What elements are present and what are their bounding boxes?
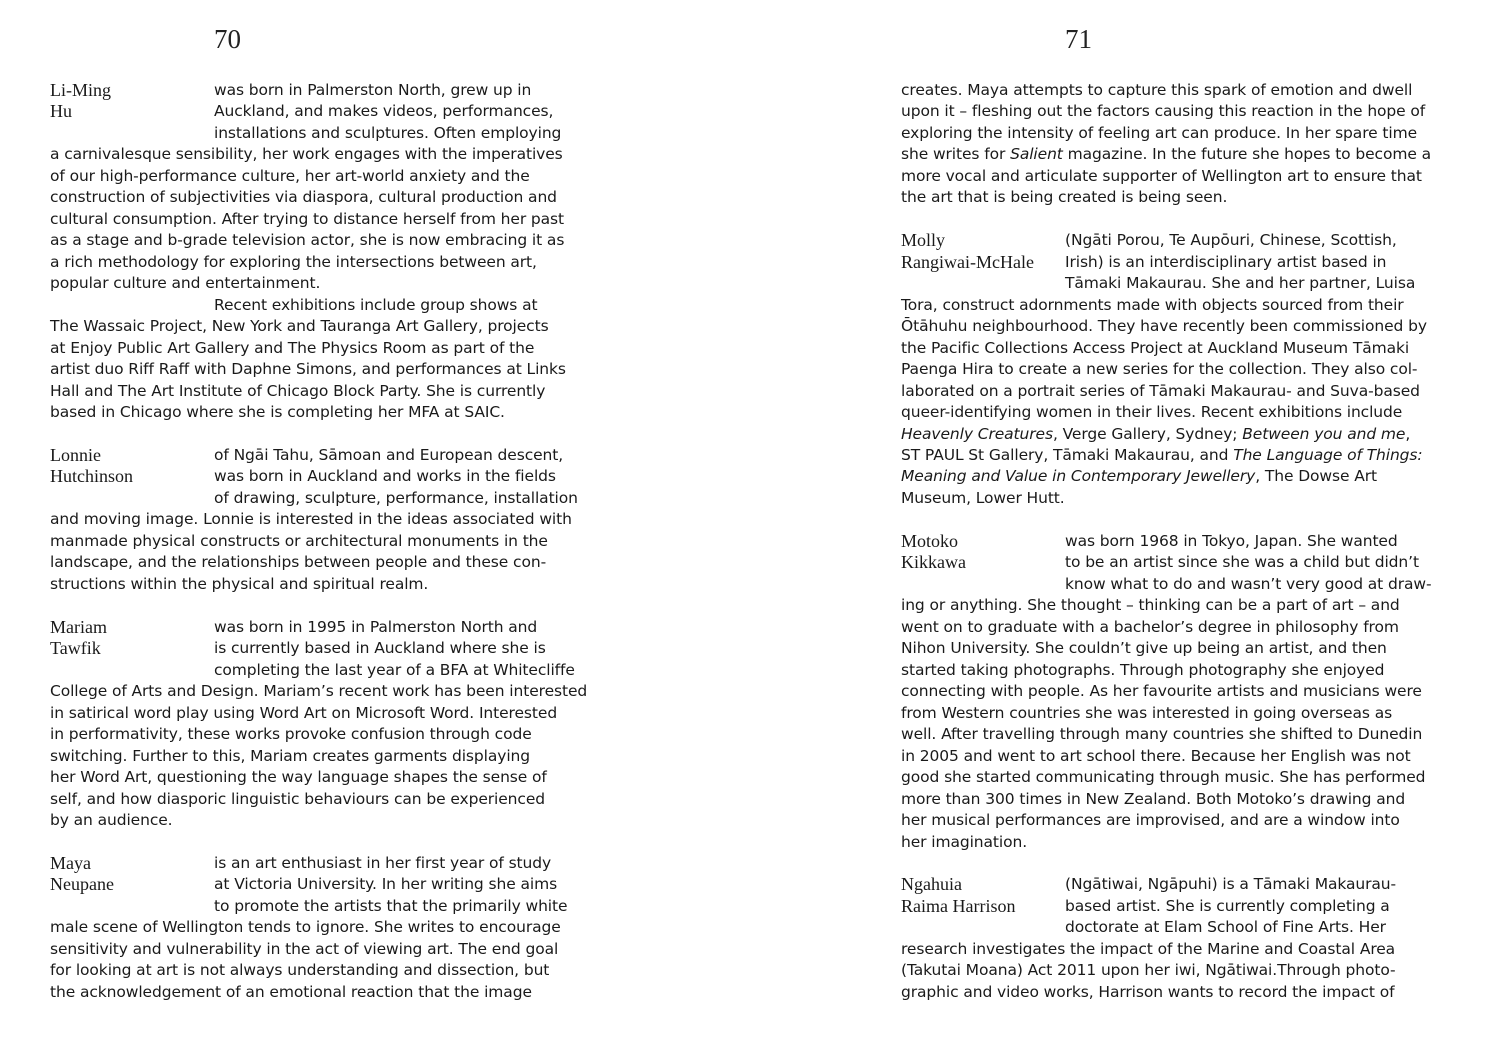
- bio-line: at Enjoy Public Art Gallery and The Physics Room as part of the: [50, 339, 535, 357]
- artist-name-line: Motoko: [901, 531, 959, 551]
- bio-line: Tora, construct adornments made with objects sourced from their: [901, 296, 1404, 314]
- bio-line: completing the last year of a BFA at Whitecliffe: [214, 661, 575, 679]
- bio-line: artist duo Riff Raff with Daphne Simons, and performances at Links: [50, 360, 566, 378]
- bio-line: construction of subjectivities via diaspora, cultural production and: [50, 188, 557, 206]
- bio-line: at Victoria University. In her writing she aims: [214, 875, 558, 893]
- bio-line: of our high-performance culture, her art-world anxiety and the: [50, 167, 530, 185]
- artist-name-line: Hu: [50, 101, 72, 121]
- bio-line: of drawing, sculpture, performance, installation: [214, 489, 578, 507]
- bio-line: popular culture and entertainment.: [50, 274, 321, 292]
- bio-line: doctorate at Elam School of Fine Arts. Her: [1065, 918, 1386, 936]
- bio-line: Hall and The Art Institute of Chicago Block Party. She is currently: [50, 382, 546, 400]
- artist-name-line: Maya: [50, 853, 91, 873]
- bio-line: based artist. She is currently completing a: [1065, 897, 1390, 915]
- bio-line: connecting with people. As her favourite artists and musicians were: [901, 682, 1422, 700]
- bio-line: (Ngāti Porou, Te Aupōuri, Chinese, Scottish,: [1065, 231, 1397, 249]
- bio-line: her imagination.: [901, 833, 1028, 851]
- bio-line: good she started communicating through music. She has performed: [901, 768, 1426, 786]
- bio-line: Nihon University. She couldn’t give up being an artist, and then: [901, 639, 1387, 657]
- bio-line: male scene of Wellington tends to ignore. She writes to encourage: [50, 918, 561, 936]
- bio-line: the Pacific Collections Access Project at Auckland Museum Tāmaki: [901, 339, 1410, 357]
- bio-line: Meaning and Value in Contemporary Jewellery, The Dowse Art: [901, 467, 1377, 485]
- bio-line: College of Arts and Design. Mariam’s recent work has been interested: [50, 682, 588, 700]
- bio-line: Recent exhibitions include group shows at: [214, 296, 538, 314]
- artist-name-line: Neupane: [50, 874, 114, 894]
- artist-name-line: Lonnie: [50, 445, 101, 465]
- bio-line: (Ngātiwai, Ngāpuhi) is a Tāmaki Makaurau-: [1065, 875, 1396, 893]
- bio-line: Tāmaki Makaurau. She and her partner, Luisa: [1065, 274, 1416, 292]
- bio-line: cultural consumption. After trying to distance herself from her past: [50, 210, 565, 228]
- bio-line: was born in Palmerston North, grew up in: [214, 81, 532, 99]
- bio-line: from Western countries she was interested in going overseas as: [901, 704, 1393, 722]
- bio-line: landscape, and the relationships between people and these con-: [50, 553, 547, 571]
- bio-line: a rich methodology for exploring the intersections between art,: [50, 253, 537, 271]
- bio-line: queer-identifying women in their lives. Recent exhibitions include: [901, 403, 1403, 421]
- bio-line: is currently based in Auckland where she is: [214, 639, 546, 657]
- bio-line: research investigates the impact of the Marine and Coastal Area: [901, 940, 1396, 958]
- bio-line: was born 1968 in Tokyo, Japan. She wanted: [1065, 532, 1398, 550]
- bio-line: creates. Maya attempts to capture this spark of emotion and dwell: [901, 81, 1413, 99]
- bio-line: based in Chicago where she is completing her MFA at SAIC.: [50, 403, 505, 421]
- bio-line: a carnivalesque sensibility, her work engages with the imperatives: [50, 145, 563, 163]
- bio-line: of Ngāi Tahu, Sāmoan and European descent,: [214, 446, 564, 464]
- artist-name-line: Mariam: [50, 617, 107, 637]
- artist-name-line: Ngahuia: [901, 874, 962, 894]
- bio-line: Museum, Lower Hutt.: [901, 489, 1065, 507]
- bio-line: more vocal and articulate supporter of Wellington art to ensure that: [901, 167, 1422, 185]
- bio-line: Irish) is an interdisciplinary artist based in: [1065, 253, 1387, 271]
- bio-line: the acknowledgement of an emotional reaction that the image: [50, 983, 532, 1001]
- artist-name-line: Kikkawa: [901, 552, 966, 572]
- bio-line: (Takutai Moana) Act 2011 upon her iwi, Ngātiwai.Through photo-: [901, 961, 1396, 979]
- bio-line: well. After travelling through many countries she shifted to Dunedin: [901, 725, 1423, 743]
- bio-line: to be an artist since she was a child but didn’t: [1065, 553, 1419, 571]
- bio-line: and moving image. Lonnie is interested in the ideas associated with: [50, 510, 572, 528]
- bio-line: started taking photographs. Through photography she enjoyed: [901, 661, 1385, 679]
- bio-line: in 2005 and went to art school there. Because her English was not: [901, 747, 1411, 765]
- bio-line: ing or anything. She thought – thinking can be a part of art – and: [901, 596, 1400, 614]
- page-number: 71: [1065, 24, 1092, 54]
- bio-line: she writes for Salient magazine. In the future she hopes to become a: [901, 145, 1432, 163]
- bio-line: self, and how diasporic linguistic behaviours can be experienced: [50, 790, 545, 808]
- bio-line: as a stage and b-grade television actor, she is now embracing it as: [50, 231, 565, 249]
- bio-line: laborated on a portrait series of Tāmaki Makaurau- and Suva-based: [901, 382, 1420, 400]
- bio-line: was born in Auckland and works in the fields: [214, 467, 556, 485]
- bio-line: her Word Art, questioning the way language shapes the sense of: [50, 768, 547, 786]
- bio-line: is an art enthusiast in her first year of study: [214, 854, 552, 872]
- bio-line: upon it – fleshing out the factors causing this reaction in the hope of: [901, 102, 1426, 120]
- bio-line: for looking at art is not always understanding and dissection, but: [50, 961, 550, 979]
- artist-name-line: Hutchinson: [50, 466, 133, 486]
- bio-line: Ōtāhuhu neighbourhood. They have recently been commissioned by: [901, 317, 1427, 335]
- bio-line: her musical performances are improvised, and are a window into: [901, 811, 1400, 829]
- bio-line: in satirical word play using Word Art on Microsoft Word. Interested: [50, 704, 558, 722]
- bio-line: The Wassaic Project, New York and Tauranga Art Gallery, projects: [50, 317, 549, 335]
- bio-line: exploring the intensity of feeling art can produce. In her spare time: [901, 124, 1418, 142]
- bio-line: structions within the physical and spiritual realm.: [50, 575, 429, 593]
- bio-line: Auckland, and makes videos, performances,: [214, 102, 554, 120]
- bio-line: by an audience.: [50, 811, 173, 829]
- bio-line: Heavenly Creatures, Verge Gallery, Sydney; Between you and me,: [901, 425, 1411, 443]
- artist-name-line: Tawfik: [50, 638, 101, 658]
- bio-line: the art that is being created is being seen.: [901, 188, 1228, 206]
- artist-name-line: Rangiwai-McHale: [901, 252, 1034, 272]
- artist-name-line: Raima Harrison: [901, 896, 1016, 916]
- bio-line: ST PAUL St Gallery, Tāmaki Makaurau, and The Language of Things:: [901, 446, 1423, 464]
- bio-line: installations and sculptures. Often employing: [214, 124, 562, 142]
- bio-line: to promote the artists that the primarily white: [214, 897, 568, 915]
- bio-line: was born in 1995 in Palmerston North and: [214, 618, 538, 636]
- bio-line: in performativity, these works provoke confusion through code: [50, 725, 532, 743]
- bio-line: know what to do and wasn’t very good at draw-: [1065, 575, 1432, 593]
- bio-line: switching. Further to this, Mariam creates garments displaying: [50, 747, 530, 765]
- bio-line: graphic and video works, Harrison wants to record the impact of: [901, 983, 1395, 1001]
- right-page: [750, 0, 1500, 1064]
- bio-line: more than 300 times in New Zealand. Both Motoko’s drawing and: [901, 790, 1406, 808]
- bio-line: manmade physical constructs or architectural monuments in the: [50, 532, 548, 550]
- bio-line: went on to graduate with a bachelor’s degree in philosophy from: [901, 618, 1399, 636]
- page-number: 70: [214, 24, 241, 54]
- artist-name-line: Li-Ming: [50, 80, 111, 100]
- artist-name-line: Molly: [901, 230, 946, 250]
- bio-line: sensitivity and vulnerability in the act of viewing art. The end goal: [50, 940, 559, 958]
- bio-line: Paenga Hira to create a new series for the collection. They also col-: [901, 360, 1418, 378]
